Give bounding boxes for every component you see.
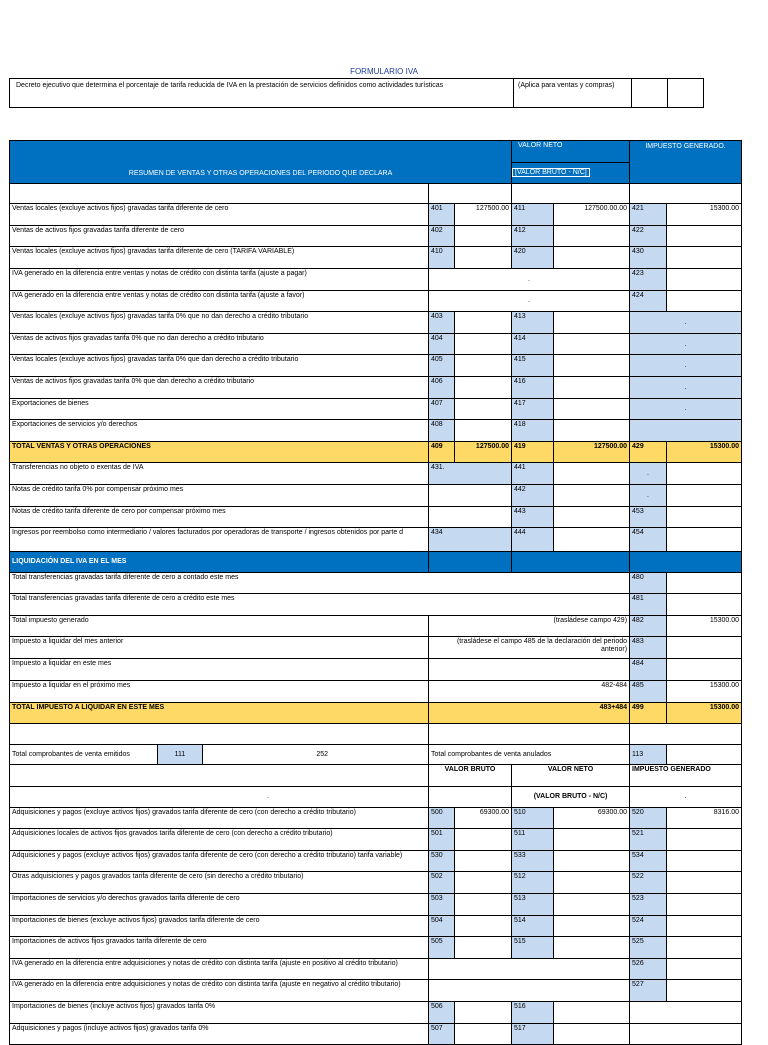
field-value[interactable] — [455, 420, 512, 442]
net-value-header: VALOR NETO — [512, 765, 630, 787]
dot-mark: . — [630, 484, 667, 506]
form-row — [10, 915, 742, 937]
form-row — [10, 183, 742, 204]
vouchers-issued-label: Total comprobantes de venta emitidos — [12, 751, 130, 759]
summary-header: RESUMEN DE VENTAS Y OTRAS OPERACIONES DEL PERIODO QUE DECLARA — [10, 141, 512, 184]
field-code: 420 — [512, 247, 554, 269]
form-row — [10, 765, 742, 787]
field-value[interactable] — [455, 1023, 512, 1045]
field-code: 402 — [429, 225, 455, 247]
field-value[interactable] — [554, 225, 630, 247]
gross-value-header — [512, 163, 630, 184]
field-value[interactable] — [554, 484, 630, 506]
decree-text: Decreto ejecutivo que determina el porcentaje de tarifa reducida de IVA en la prestación de servicios definidos como actividades turísticas — [16, 82, 444, 89]
row-label: Impuesto a liquidar del mes anterior — [10, 637, 429, 659]
field-value[interactable] — [455, 247, 512, 269]
empty-cell — [429, 980, 630, 1002]
decree-option-2[interactable] — [667, 78, 704, 108]
form-row — [10, 980, 742, 1002]
row-label: Ingresos por reembolso como intermediario / valores facturados por operadoras de transporte / ingresos obtenidos por parte d — [10, 528, 429, 552]
field-code: 401 — [429, 204, 455, 226]
field-code: 480 — [630, 572, 667, 594]
field-code: 499 — [630, 702, 667, 724]
spacer-cell — [429, 183, 512, 204]
field-code: 510 — [512, 807, 554, 829]
field-code: 520 — [630, 807, 667, 829]
row-label: Exportaciones de bienes — [10, 398, 429, 420]
field-value[interactable] — [667, 829, 742, 851]
field-value[interactable]: 15300.00 — [667, 615, 742, 637]
field-value[interactable] — [667, 290, 742, 312]
row-label: Adquisiciones locales de activos fijos gravados tarifa diferente de cero (con derecho a crédito tributario) — [10, 829, 429, 851]
field-code: 525 — [630, 937, 667, 959]
field-code: 507 — [429, 1023, 455, 1045]
field-code: 417 — [512, 398, 554, 420]
form-row — [10, 398, 742, 420]
field-code: 407 — [429, 398, 455, 420]
row-label: IVA generado en la diferencia entre adquisiciones y notas de crédito con distinta tarifa (ajuste en negativo al crédito tributario) — [10, 980, 429, 1002]
field-code: 422 — [630, 225, 667, 247]
form-row — [10, 594, 742, 616]
form-row — [10, 441, 742, 463]
form-row — [10, 572, 742, 594]
row-label: Total transferencias gravadas tarifa diferente de cero a contado este mes — [10, 572, 630, 594]
field-code: 430 — [630, 247, 667, 269]
form-title: FORMULARIO IVA — [350, 67, 418, 76]
field-value[interactable] — [455, 312, 512, 334]
form-row — [10, 724, 742, 745]
row-label: Adquisiciones y pagos (excluye activos fijos) gravados tarifa diferente de cero (con derecho a crédito tributario) tarifa variable) — [10, 850, 429, 872]
form-row — [10, 506, 742, 528]
vouchers-void-code: 113 — [630, 744, 667, 765]
field-code: 515 — [512, 937, 554, 959]
field-code: 414 — [512, 333, 554, 355]
row-note: 482-484 — [429, 681, 630, 703]
field-code: 408 — [429, 420, 455, 442]
field-value[interactable] — [667, 463, 742, 485]
field-code: 404 — [429, 333, 455, 355]
form-row — [10, 355, 742, 377]
total-tax-label: TOTAL IMPUESTO A LIQUIDAR EN ESTE MES — [10, 702, 429, 724]
empty-cell — [630, 1023, 742, 1045]
field-code: 411 — [512, 204, 554, 226]
dot-mark: . — [630, 787, 742, 808]
field-value[interactable] — [667, 247, 742, 269]
spacer-cell — [10, 183, 429, 204]
field-value[interactable]: 69300.00 — [455, 807, 512, 829]
form-row — [10, 204, 742, 226]
field-value[interactable] — [554, 850, 630, 872]
row-label: Ventas locales (excluye activos fijos) gravadas tarifa diferente de cero — [10, 204, 429, 226]
field-value[interactable] — [667, 506, 742, 528]
dot-mark: . — [429, 268, 630, 290]
field-code: 418 — [512, 420, 554, 442]
field-value[interactable] — [455, 225, 512, 247]
form-row — [10, 1001, 742, 1023]
field-code: 482 — [630, 615, 667, 637]
field-value[interactable]: 69300.00 — [554, 807, 630, 829]
form-row — [10, 290, 742, 312]
dot-mark: . — [10, 787, 429, 808]
field-value[interactable]: 15300.00 — [667, 204, 742, 226]
form-row — [10, 420, 742, 442]
dot-mark — [630, 420, 742, 442]
vouchers-row — [10, 745, 428, 765]
field-value[interactable] — [554, 829, 630, 851]
field-code: 424 — [630, 290, 667, 312]
field-value[interactable] — [455, 915, 512, 937]
field-code: 484 — [630, 659, 667, 681]
empty-cell — [429, 484, 512, 506]
form-row — [10, 312, 742, 334]
row-label: Total transferencias gravadas tarifa diferente de cero a crédito este mes — [10, 594, 630, 616]
row-label: Notas de crédito tarifa 0% por compensar próximo mes — [10, 484, 429, 506]
field-value[interactable] — [455, 398, 512, 420]
row-label: Exportaciones de servicios y/o derechos — [10, 420, 429, 442]
field-value[interactable] — [667, 915, 742, 937]
form-row — [10, 376, 742, 398]
field-value[interactable] — [667, 528, 742, 552]
row-label: IVA generado en la diferencia entre ventas y notas de crédito con distinta tarifa (ajuste a pagar) — [10, 268, 429, 290]
field-code: 416 — [512, 376, 554, 398]
field-value[interactable] — [667, 637, 742, 659]
field-code: 406 — [429, 376, 455, 398]
form-row — [10, 807, 742, 829]
form-row — [10, 463, 742, 485]
field-code: 485 — [630, 681, 667, 703]
field-code: 434 — [429, 528, 512, 552]
decree-cell — [9, 78, 514, 108]
field-value[interactable] — [667, 594, 742, 616]
field-value[interactable] — [455, 829, 512, 851]
row-note: (trasládese campo 429) — [429, 615, 630, 637]
field-value[interactable] — [455, 355, 512, 377]
field-value[interactable] — [667, 937, 742, 959]
field-code: 421 — [630, 204, 667, 226]
spacer-cell — [630, 724, 742, 745]
field-code: 443 — [512, 506, 554, 528]
field-code: 504 — [429, 915, 455, 937]
field-code: 423 — [630, 268, 667, 290]
field-value[interactable] — [455, 850, 512, 872]
field-code: 403 — [429, 312, 455, 334]
field-code: 516 — [512, 1001, 554, 1023]
form-row — [10, 484, 742, 506]
field-value[interactable]: 8316.00 — [667, 807, 742, 829]
field-value[interactable] — [554, 872, 630, 894]
field-code: 481 — [630, 594, 667, 616]
form-row — [10, 659, 742, 681]
vouchers-issued-value[interactable]: 252 — [316, 751, 328, 759]
field-value[interactable] — [667, 980, 742, 1002]
form-row — [10, 829, 742, 851]
field-code: 405 — [429, 355, 455, 377]
total-sales-tax: 15300.00 — [667, 441, 742, 463]
field-code: 513 — [512, 894, 554, 916]
field-value[interactable]: 15300.00 — [667, 681, 742, 703]
field-code: 429 — [630, 441, 667, 463]
spacer-cell — [429, 724, 630, 745]
empty-cell — [429, 506, 512, 528]
field-value[interactable] — [667, 659, 742, 681]
field-value[interactable] — [667, 225, 742, 247]
field-value[interactable]: 127500.00.00 — [554, 204, 630, 226]
row-label: Importaciones de bienes (incluye activos fijos) gravados tarifa 0% — [10, 1001, 429, 1023]
spacer-cell — [512, 183, 630, 204]
row-label: Adquisiciones y pagos (excluye activos fijos) gravados tarifa diferente de cero (con derecho a crédito tributario) — [10, 807, 429, 829]
form-row — [10, 787, 742, 808]
field-code: 412 — [512, 225, 554, 247]
field-code: 523 — [630, 894, 667, 916]
row-label: Total impuesto generado — [10, 615, 429, 637]
field-code: 483 — [630, 637, 667, 659]
row-label: Ventas locales (excluye activos fijos) gravadas tarifa 0% que dan derecho a crédito tributario — [10, 355, 429, 377]
field-code: 527 — [630, 980, 667, 1002]
dot-mark: . — [630, 376, 742, 398]
vouchers-void-value[interactable] — [667, 744, 742, 765]
field-value[interactable] — [554, 1023, 630, 1045]
field-value[interactable] — [455, 894, 512, 916]
field-code: 500 — [429, 807, 455, 829]
form-row — [10, 872, 742, 894]
applies-cell — [513, 78, 632, 108]
form-row — [10, 850, 742, 872]
form-row — [10, 615, 742, 637]
field-value[interactable] — [554, 333, 630, 355]
vouchers-issued-table — [10, 745, 428, 765]
liquidation-title: LIQUIDACIÓN DEL IVA EN EL MES — [10, 552, 429, 573]
empty-cell — [630, 1001, 742, 1023]
field-code: 415 — [512, 355, 554, 377]
field-value[interactable] — [554, 937, 630, 959]
vouchers-issued-cell — [10, 744, 429, 765]
field-value[interactable] — [554, 355, 630, 377]
field-code: 409 — [429, 441, 455, 463]
row-note — [429, 659, 630, 681]
field-value[interactable] — [554, 915, 630, 937]
field-code: 505 — [429, 937, 455, 959]
form-row — [10, 702, 742, 724]
field-value[interactable] — [455, 333, 512, 355]
tax-generated-header: IMPUESTO GENERADO — [630, 765, 742, 787]
dot-mark: . — [429, 290, 630, 312]
row-label: Importaciones de activos fijos gravados tarifa diferente de cero — [10, 937, 429, 959]
field-value[interactable] — [554, 247, 630, 269]
decree-option-1[interactable] — [631, 78, 668, 108]
spacer-cell — [429, 787, 512, 808]
field-code: 501 — [429, 829, 455, 851]
field-code: 514 — [512, 915, 554, 937]
dot-mark: . — [630, 355, 742, 377]
form-row — [10, 744, 742, 765]
empty-cell — [429, 958, 630, 980]
field-value[interactable] — [667, 958, 742, 980]
dot-mark: . — [630, 312, 742, 334]
row-label: Ventas locales (excluye activos fijos) gravadas tarifa diferente de cero (TARIFA VARIABLE) — [10, 247, 429, 269]
row-label: Ventas de activos fijos gravadas tarifa 0% que dan derecho a crédito tributario — [10, 376, 429, 398]
header-fill — [429, 552, 512, 573]
field-code: 533 — [512, 850, 554, 872]
field-code: 453 — [630, 506, 667, 528]
row-note: (trasládese el campo 485 de la declaración del periodo anterior) — [429, 637, 630, 659]
field-code: 442 — [512, 484, 554, 506]
dot-mark: . — [630, 398, 742, 420]
form-row — [10, 333, 742, 355]
field-value[interactable] — [667, 894, 742, 916]
row-label: Adquisiciones y pagos (incluye activos fijos) gravados tarifa 0% — [10, 1023, 429, 1045]
gross-nc-header: (VALOR BRUTO - N/C) — [512, 787, 630, 808]
row-label: IVA generado en la diferencia entre ventas y notas de crédito con distinta tarifa (ajuste a favor) — [10, 290, 429, 312]
total-sales-gross: 127500.00 — [455, 441, 512, 463]
dot-mark: . — [630, 333, 742, 355]
row-label: Otras adquisiciones y pagos gravados tarifa diferente de cero (sin derecho a crédito tributario) — [10, 872, 429, 894]
row-label: Ventas de activos fijos gravadas tarifa diferente de cero — [10, 225, 429, 247]
iva-form-table — [9, 140, 742, 1045]
total-sales-label: TOTAL VENTAS Y OTRAS OPERACIONES — [10, 441, 429, 463]
field-value[interactable] — [667, 872, 742, 894]
field-value[interactable] — [554, 1001, 630, 1023]
gross-value-header: VALOR BRUTO — [429, 765, 512, 787]
form-row — [10, 552, 742, 573]
form-row — [10, 528, 742, 552]
field-code: 517 — [512, 1023, 554, 1045]
row-label: Notas de crédito tarifa diferente de cero por compensar próximo mes — [10, 506, 429, 528]
field-code: 530 — [429, 850, 455, 872]
form-row — [10, 937, 742, 959]
field-value[interactable] — [455, 937, 512, 959]
header-fill — [630, 552, 742, 573]
field-code: 454 — [630, 528, 667, 552]
field-value[interactable] — [455, 1001, 512, 1023]
gross-value-label: [VALOR BRUTO - N/C] — [512, 168, 590, 177]
field-code: 512 — [512, 872, 554, 894]
field-code: 534 — [630, 850, 667, 872]
field-code: 431. — [429, 463, 512, 485]
field-value[interactable] — [667, 850, 742, 872]
field-value[interactable] — [554, 376, 630, 398]
field-value[interactable] — [667, 484, 742, 506]
total-tax-note: 483+484 — [429, 702, 630, 724]
field-code: 444 — [512, 528, 554, 552]
field-value[interactable] — [455, 376, 512, 398]
header-fill — [512, 552, 630, 573]
field-value[interactable] — [554, 894, 630, 916]
tax-generated-header: IMPUESTO GENERADO. — [630, 141, 742, 184]
field-value[interactable] — [554, 528, 630, 552]
form-row — [10, 958, 742, 980]
form-row — [10, 225, 742, 247]
field-value[interactable] — [554, 506, 630, 528]
field-code: 526 — [630, 958, 667, 980]
row-label: Importaciones de bienes (excluye activos fijos) gravados tarifa diferente de cero — [10, 915, 429, 937]
field-code: 410 — [429, 247, 455, 269]
form-row — [10, 894, 742, 916]
dot-mark: . — [630, 463, 667, 485]
field-code: 441 — [512, 463, 554, 485]
spacer-cell — [10, 765, 429, 787]
field-code: 506 — [429, 1001, 455, 1023]
form-row — [10, 637, 742, 659]
row-label: Impuesto a liquidar en este mes — [10, 659, 429, 681]
field-value[interactable]: 127500.00 — [455, 204, 512, 226]
field-value[interactable] — [667, 268, 742, 290]
vouchers-void-label: Total comprobantes de venta anulados — [429, 744, 630, 765]
field-code: 413 — [512, 312, 554, 334]
row-label: IVA generado en la diferencia entre adquisiciones y notas de crédito con distinta tarifa (ajuste en positivo al crédito tributario) — [10, 958, 429, 980]
vouchers-issued-code: 111 — [158, 745, 203, 765]
field-code: 511 — [512, 829, 554, 851]
field-value[interactable] — [554, 463, 630, 485]
row-label: Impuesto a liquidar en el próximo mes — [10, 681, 429, 703]
field-code: 503 — [429, 894, 455, 916]
field-code: 521 — [630, 829, 667, 851]
row-label: Importaciones de servicios y/o derechos gravados tarifa diferente de cero — [10, 894, 429, 916]
field-value[interactable] — [667, 572, 742, 594]
net-value-header: VALOR NETO — [512, 141, 630, 163]
field-code: 524 — [630, 915, 667, 937]
field-value[interactable] — [554, 312, 630, 334]
row-label: Transferencias no objeto o exentas de IVA — [10, 463, 429, 485]
row-label: Ventas locales (excluye activos fijos) gravadas tarifa 0% que no dan derecho a crédito tributario — [10, 312, 429, 334]
spacer-cell — [10, 724, 429, 745]
applies-text: (Aplica para ventas y compras) — [518, 82, 615, 89]
spacer-cell — [630, 183, 742, 204]
total-tax-value: 15300.00 — [667, 702, 742, 724]
field-code: 419 — [512, 441, 554, 463]
field-value[interactable] — [554, 420, 630, 442]
field-value[interactable] — [554, 398, 630, 420]
field-code: 522 — [630, 872, 667, 894]
form-row — [10, 268, 742, 290]
field-code: 502 — [429, 872, 455, 894]
row-label: Ventas de activos fijos gravadas tarifa 0% que no dan derecho a crédito tributario — [10, 333, 429, 355]
field-value[interactable] — [455, 872, 512, 894]
form-row — [10, 141, 742, 163]
form-row — [10, 681, 742, 703]
form-row — [10, 1023, 742, 1045]
total-sales-net: 127500.00 — [554, 441, 630, 463]
form-row — [10, 247, 742, 269]
